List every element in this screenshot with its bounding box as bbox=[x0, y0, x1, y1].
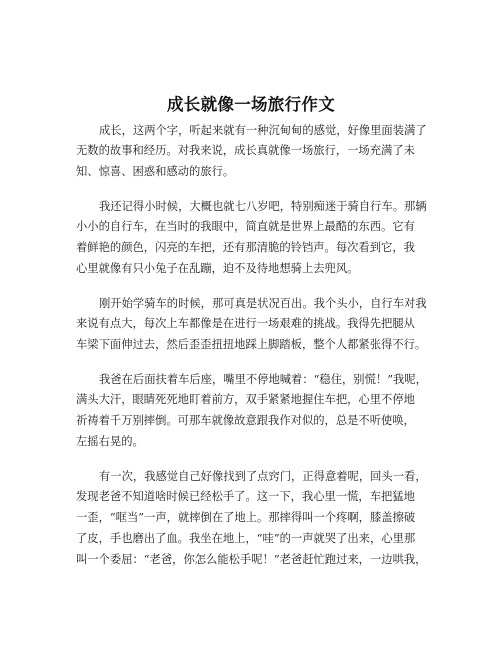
paragraph-line: 无数的故事和经历。对我来说，成长真就像一场旅行，一场充满了未 bbox=[76, 144, 415, 157]
paragraph-line: 来说有点大，每次上车都像是在进行一场艰难的挑战。我得先把腿从 bbox=[76, 317, 415, 330]
paragraph-line: 左摇右晃的。 bbox=[76, 435, 144, 448]
paragraph-line: 心里就像有只小兔子在乱蹦，迫不及待地想骑上去兜风。 bbox=[76, 262, 359, 275]
paragraph-line: 祈祷着千万别摔倒。可那车就像故意跟我作对似的，总是不听使唤， bbox=[76, 414, 415, 427]
paragraph-line: 一歪，“哐当”一声，就摔倒在了地上。那摔得叫一个疼啊，膝盖擦破 bbox=[76, 511, 416, 524]
paragraph-line: 知、惊喜、困惑和感动的旅行。 bbox=[76, 165, 235, 178]
document-title: 成长就像一场旅行作文 bbox=[167, 95, 335, 114]
paragraph-line: 小小的自行车，在当时的我眼中，简直就是世界上最酷的东西。它有 bbox=[76, 220, 415, 233]
paragraph-line: 有一次，我感觉自己好像找到了点窍门，正得意着呢，回头一看， bbox=[99, 470, 427, 483]
paragraph-line: 车梁下面伸过去，然后歪歪扭扭地踩上脚踏板，整个人都紧张得不行。 bbox=[76, 338, 427, 351]
paragraph-line: 着鲜艳的颜色，闪亮的车把，还有那清脆的铃铛声。每次看到它，我 bbox=[76, 241, 415, 254]
paragraph-line: 满头大汗，眼睛死死地盯着前方，双手紧紧地握住车把，心里不停地 bbox=[76, 393, 415, 406]
paragraph-line: 我爸在后面扶着车后座，嘴里不停地喊着：“稳住，别慌！”我呢， bbox=[99, 373, 427, 386]
paragraph-line: 我还记得小时候，大概也就七八岁吧，特别痴迷于骑自行车。那辆 bbox=[99, 200, 427, 213]
paragraph-line: 了皮，手也磨出了血。我坐在地上，“哇”的一声就哭了出来，心里那 bbox=[76, 532, 416, 545]
paragraph-line: 刚开始学骑车的时候，那可真是状况百出。我个头小，自行车对我 bbox=[99, 297, 427, 310]
paragraph-line: 发现老爸不知道啥时候已经松手了。这一下，我心里一慌，车把猛地 bbox=[76, 490, 415, 503]
paragraph-line: 成长，这两个字，听起来就有一种沉甸甸的感觉，好像里面装满了 bbox=[99, 124, 427, 137]
paragraph-line: 叫一个委屈：“老爸，你怎么能松手呢！”老爸赶忙跑过来，一边哄我， bbox=[76, 553, 427, 566]
